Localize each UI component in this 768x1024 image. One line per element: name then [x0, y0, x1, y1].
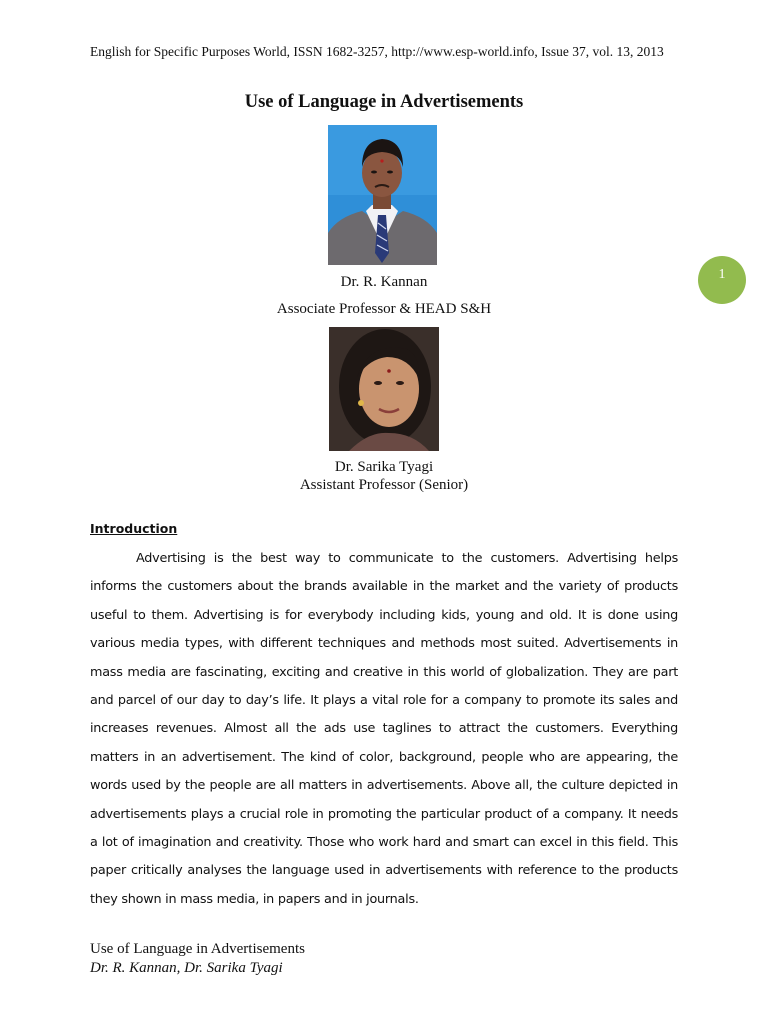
section-heading-introduction: Introduction	[90, 521, 178, 536]
page-number-badge: 1	[698, 256, 746, 304]
journal-header: English for Specific Purposes World, ISSN 1682-3257, http://www.esp-world.info, Issue 37, vol. 13, 2013	[90, 44, 664, 59]
author-photo-kannan	[328, 125, 437, 265]
author-photo-tyagi	[329, 327, 439, 451]
introduction-paragraph: Advertising is the best way to communicate to the customers. Advertising helps informs the customers about the brands available in the market and the variety of products useful to them. Advertising is for everybody including kids, young and old. It is done using various media types, with different techniques and methods most suited. Advertisements in mass media are fascinating, exciting and creative in this world of globalization. They are part and parcel of our day to day’s life. It plays a vital role for a company to promote its sales and increases revenues. Almost all the ads use taglines to attract the customers. Everything matters in an advertisement. The kind of color, background, people who are appearing, the words used by the people are all matters in advertisements. Above all, the culture depicted in advertisements plays a crucial role in promoting the particular product of a company. It needs a lot of imagination and creativity. Those who work hard and smart can excel in this field. This paper critically analyses the language used in advertisements with reference to the products they shown in mass media, in papers and in journals.	[90, 551, 678, 907]
author-role: Assistant Professor (Senior)	[299, 477, 469, 493]
article-title: Use of Language in Advertisements	[244, 92, 524, 112]
author-name: Dr. Sarika Tyagi	[334, 459, 434, 475]
author-name: Dr. R. Kannan	[340, 274, 428, 290]
footer-authors: Dr. R. Kannan, Dr. Sarika Tyagi	[90, 960, 283, 976]
footer-title: Use of Language in Advertisements	[90, 941, 305, 957]
author-role: Associate Professor & HEAD S&H	[276, 301, 492, 317]
